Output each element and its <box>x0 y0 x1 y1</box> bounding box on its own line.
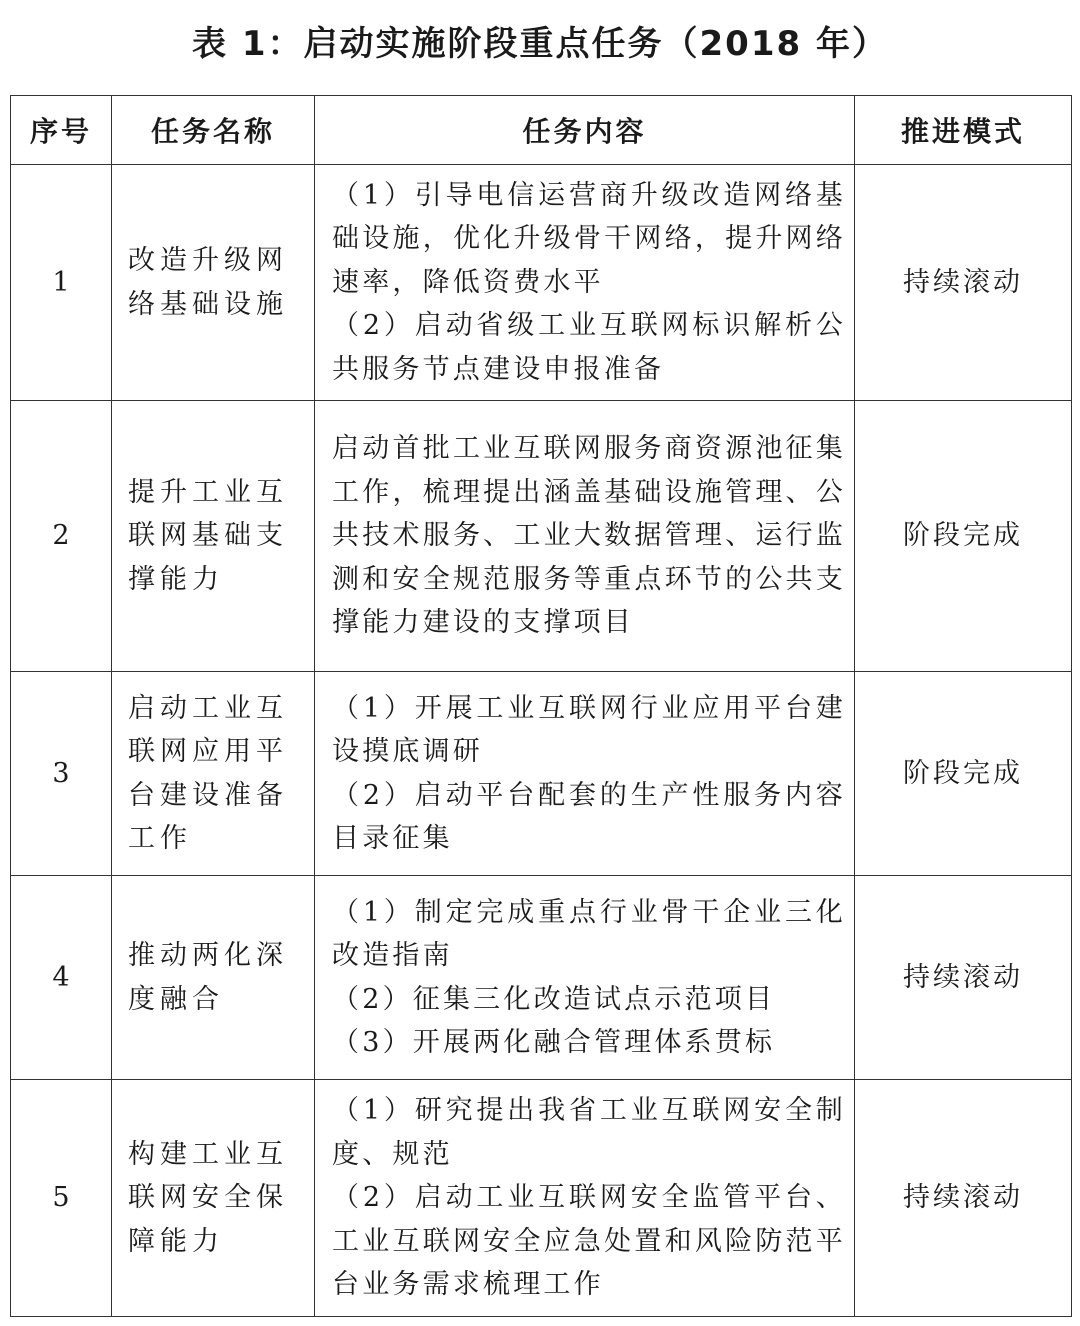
table-title: 表 1：启动实施阶段重点任务（2018 年） <box>192 24 888 64</box>
row-index: 4 <box>11 876 112 1080</box>
header-name: 任务名称 <box>112 96 315 165</box>
table-row <box>11 672 1072 876</box>
header-row <box>11 96 1072 165</box>
content-item: （1）研究提出我省工业互联网安全制度、规范 <box>332 1095 846 1170</box>
task-table <box>10 95 1072 1317</box>
content-item: （1）制定完成重点行业骨干企业三化改造指南 <box>332 896 846 971</box>
content-item: 启动首批工业互联网服务商资源池征集工作，梳理提出涵盖基础设施管理、公共技术服务、工业大数据管理、运行监测和安全规范服务等重点环节的公共支撑能力建设的支撑项目 <box>332 433 846 639</box>
header-content: 任务内容 <box>315 96 855 165</box>
task-content <box>315 401 855 672</box>
content-item: （1）引导电信运营商升级改造网络基础设施，优化升级骨干网络，提升网络速率，降低资费水平 <box>332 179 846 298</box>
task-content <box>315 165 855 401</box>
promotion-mode: 持续滚动 <box>855 876 1072 1080</box>
task-content <box>315 1080 855 1317</box>
header-index: 序号 <box>11 96 112 165</box>
content-item: （2）启动平台配套的生产性服务内容目录征集 <box>332 779 846 854</box>
task-name: 提升工业互联网基础支撑能力 <box>112 401 315 672</box>
content-item: （3）开展两化融合管理体系贯标 <box>332 1027 776 1058</box>
content-item: （1）开展工业互联网行业应用平台建设摸底调研 <box>332 692 846 767</box>
task-name: 改造升级网络基础设施 <box>112 165 315 401</box>
task-name: 推动两化深度融合 <box>112 876 315 1080</box>
table-row <box>11 401 1072 672</box>
content-item: （2）启动省级工业互联网标识解析公共服务节点建设申报准备 <box>332 310 846 385</box>
task-name: 构建工业互联网安全保障能力 <box>112 1080 315 1317</box>
row-index: 1 <box>11 165 112 401</box>
table-row <box>11 876 1072 1080</box>
promotion-mode: 阶段完成 <box>855 401 1072 672</box>
promotion-mode: 持续滚动 <box>855 165 1072 401</box>
promotion-mode: 持续滚动 <box>855 1080 1072 1317</box>
task-content <box>315 876 855 1080</box>
table-row <box>11 1080 1072 1317</box>
task-name: 启动工业互联网应用平台建设准备工作 <box>112 672 315 876</box>
content-item: （2）启动工业互联网安全监管平台、工业互联网安全应急处置和风险防范平台业务需求梳理工作 <box>332 1182 846 1301</box>
header-mode: 推进模式 <box>855 96 1072 165</box>
promotion-mode: 阶段完成 <box>855 672 1072 876</box>
row-index: 5 <box>11 1080 112 1317</box>
row-index: 3 <box>11 672 112 876</box>
row-index: 2 <box>11 401 112 672</box>
table-row <box>11 165 1072 401</box>
content-item: （2）征集三化改造试点示范项目 <box>332 983 776 1015</box>
task-content <box>315 672 855 876</box>
